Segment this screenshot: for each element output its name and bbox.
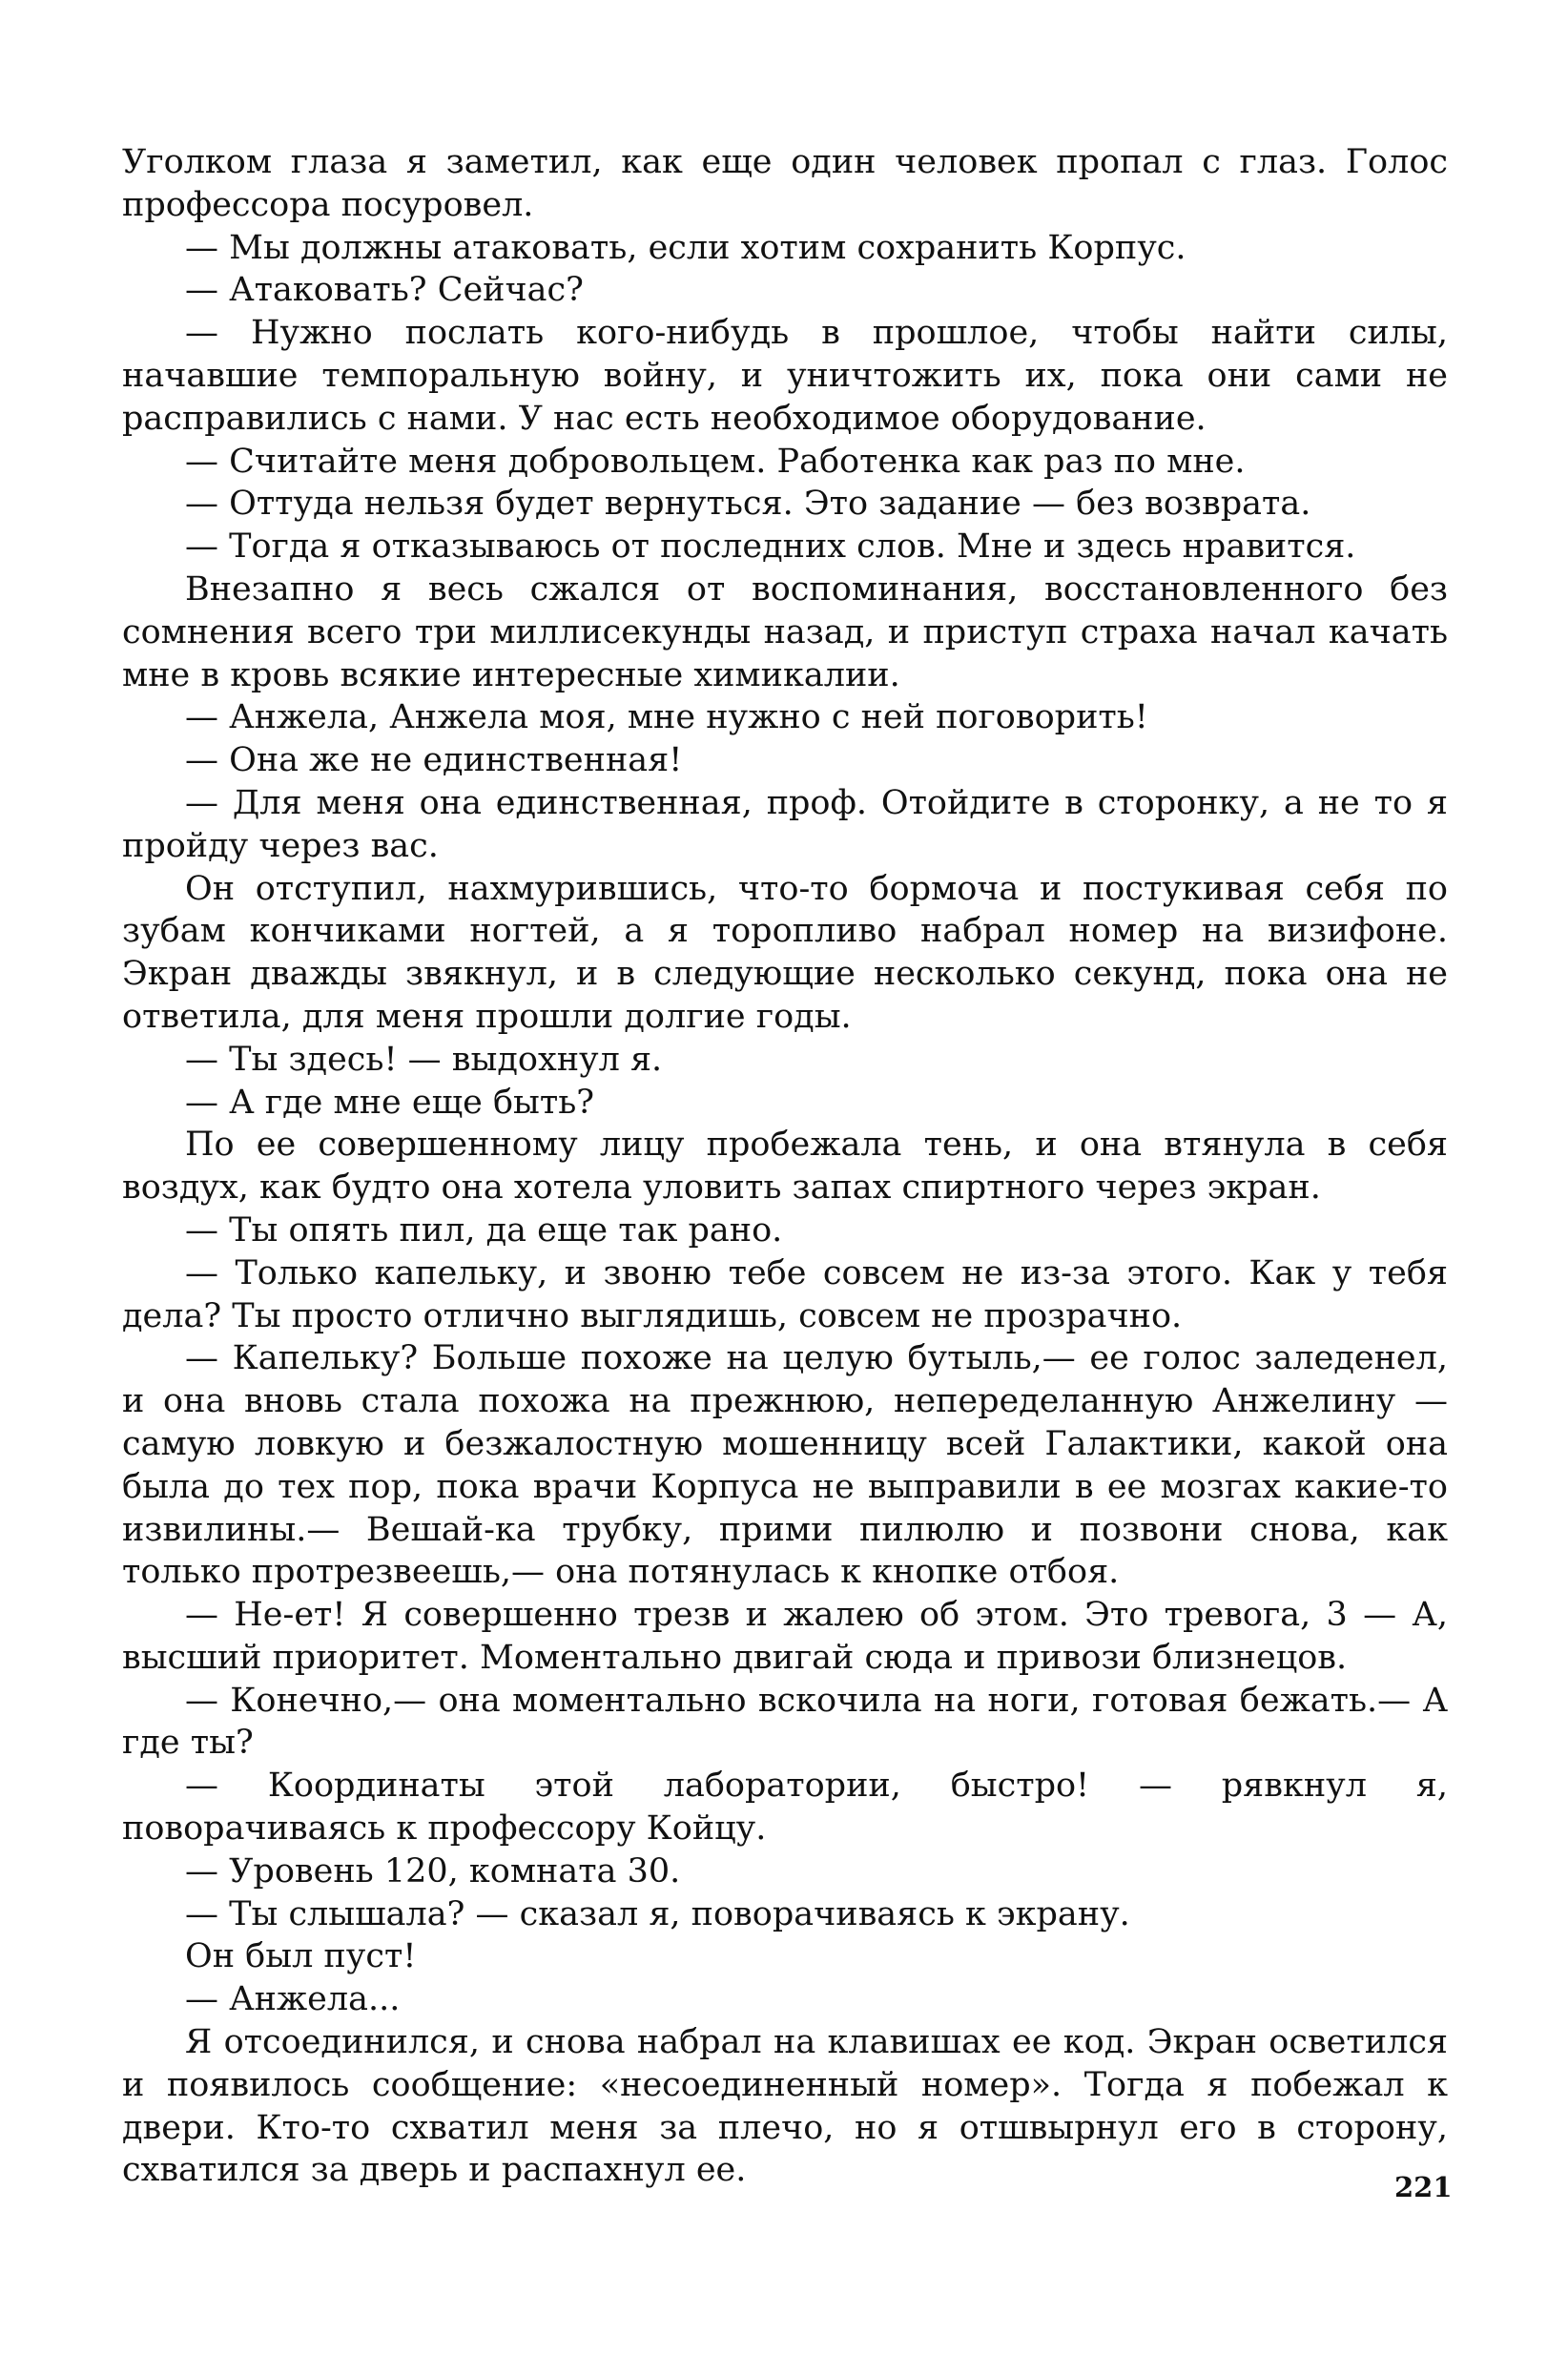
page-number: 221 [1394,2171,1453,2203]
dialog-line-16: — Ты опять пил, да еще так рано. [185,1210,783,1250]
dialog-line-2: — Мы должны атаковать, если хотим сохранить Корпус. [185,228,1186,267]
dialog-line-6: — Оттуда нельзя будет вернуться. Это задание — без возврата. [185,485,1311,524]
paragraph-24: Он был пуст! [185,1937,417,1976]
dialog-line-18: — Капельку? Больше похоже на целую бутыль,— ее голос заледенел, и она вновь стала похожа на прежнюю, непеределанную Анжелину — самую ловкую и безжалостную мошенницу всей Галактики, какой она была до тех пор, пока врачи Корпуса не выправили в ее мозгах какие-то извилины.— Вешай-ка трубку, прими пилюлю и позвони снова, как только протрезвеешь,— она потянулась к кнопке отбоя. [122,1339,1448,1592]
dialog-line-10: — Она же не единственная! [185,741,683,780]
dialog-line-13: — Ты здесь! — выдохнул я. [185,1040,663,1079]
dialog-line-14: — А где мне еще быть? [185,1083,595,1122]
dialog-line-23: — Ты слышала? — сказал я, поворачиваясь к экрану. [185,1894,1130,1933]
paragraph-8: Внезапно я весь сжался от воспоминания, восстановленного без сомнения всего три миллисекунды назад, и приступ страха начал качать мне в кровь всякие интересные химикалии. [122,569,1448,694]
dialog-line-17: — Только капельку, и звоню тебе совсем не из-за этого. Как у тебя дела? Ты просто отлично выглядишь, совсем не прозрачно. [122,1253,1448,1335]
paragraph-12: Он отступил, нахмурившись, что-то бормоча и постукивая себя по зубам кончиками ногтей, а я торопливо набрал номер на визифоне. Экран дважды звякнул, и в следующие несколько секунд, пока она не ответила, для меня прошли долгие годы. [122,869,1448,1036]
dialog-line-22: — Уровень 120, комната 30. [185,1851,681,1891]
dialog-line-25: — Анжела... [185,1980,401,2019]
paragraph-15: По ее совершенному лицу пробежала тень, и она втянула в себя воздух, как будто она хотела уловить запах спиртного через экран. [122,1126,1448,1208]
dialog-line-5: — Считайте меня добровольцем. Работенка как раз по мне. [185,442,1246,481]
dialog-line-3: — Атаковать? Сейчас? [185,271,584,310]
dialog-line-21: — Координаты этой лаборатории, быстро! — рявкнул я, поворачиваясь к профессору Койцу. [122,1767,1448,1849]
text-body [122,141,1448,2192]
paragraph-26: Я отсоединился, и снова набрал на клавишах ее код. Экран осветился и появилось сообщение: «несоединенный номер». Тогда я побежал к двери. Кто-то схватил меня за плечо, но я отшвырнул его в сторону, схватился за дверь и распахнул ее. [122,2023,1448,2190]
paragraph-1: Уголком глаза я заметил, как еще один человек пропал с глаз. Голос профессора посуровел. [122,143,1448,224]
dialog-line-4: — Нужно послать кого-нибудь в прошлое, чтобы найти силы, начавшие темпоральную войну, и уничтожить их, пока они сами не расправились с нами. У нас есть необходимое оборудование. [122,314,1448,438]
dialog-line-7: — Тогда я отказываюсь от последних слов. Мне и здесь нравится. [185,527,1356,567]
dialog-line-19: — Не-ет! Я совершенно трезв и жалею об этом. Это тревога, 3 — А, высший приоритет. Моментально двигай сюда и привози близнецов. [122,1596,1448,1677]
dialog-line-9: — Анжела, Анжела моя, мне нужно с ней поговорить! [185,698,1148,737]
dialog-line-11: — Для меня она единственная, проф. Отойдите в сторонку, а не то я пройду через вас. [122,783,1448,865]
dialog-line-20: — Конечно,— она моментально вскочила на ноги, готовая бежать.— А где ты? [122,1681,1448,1763]
